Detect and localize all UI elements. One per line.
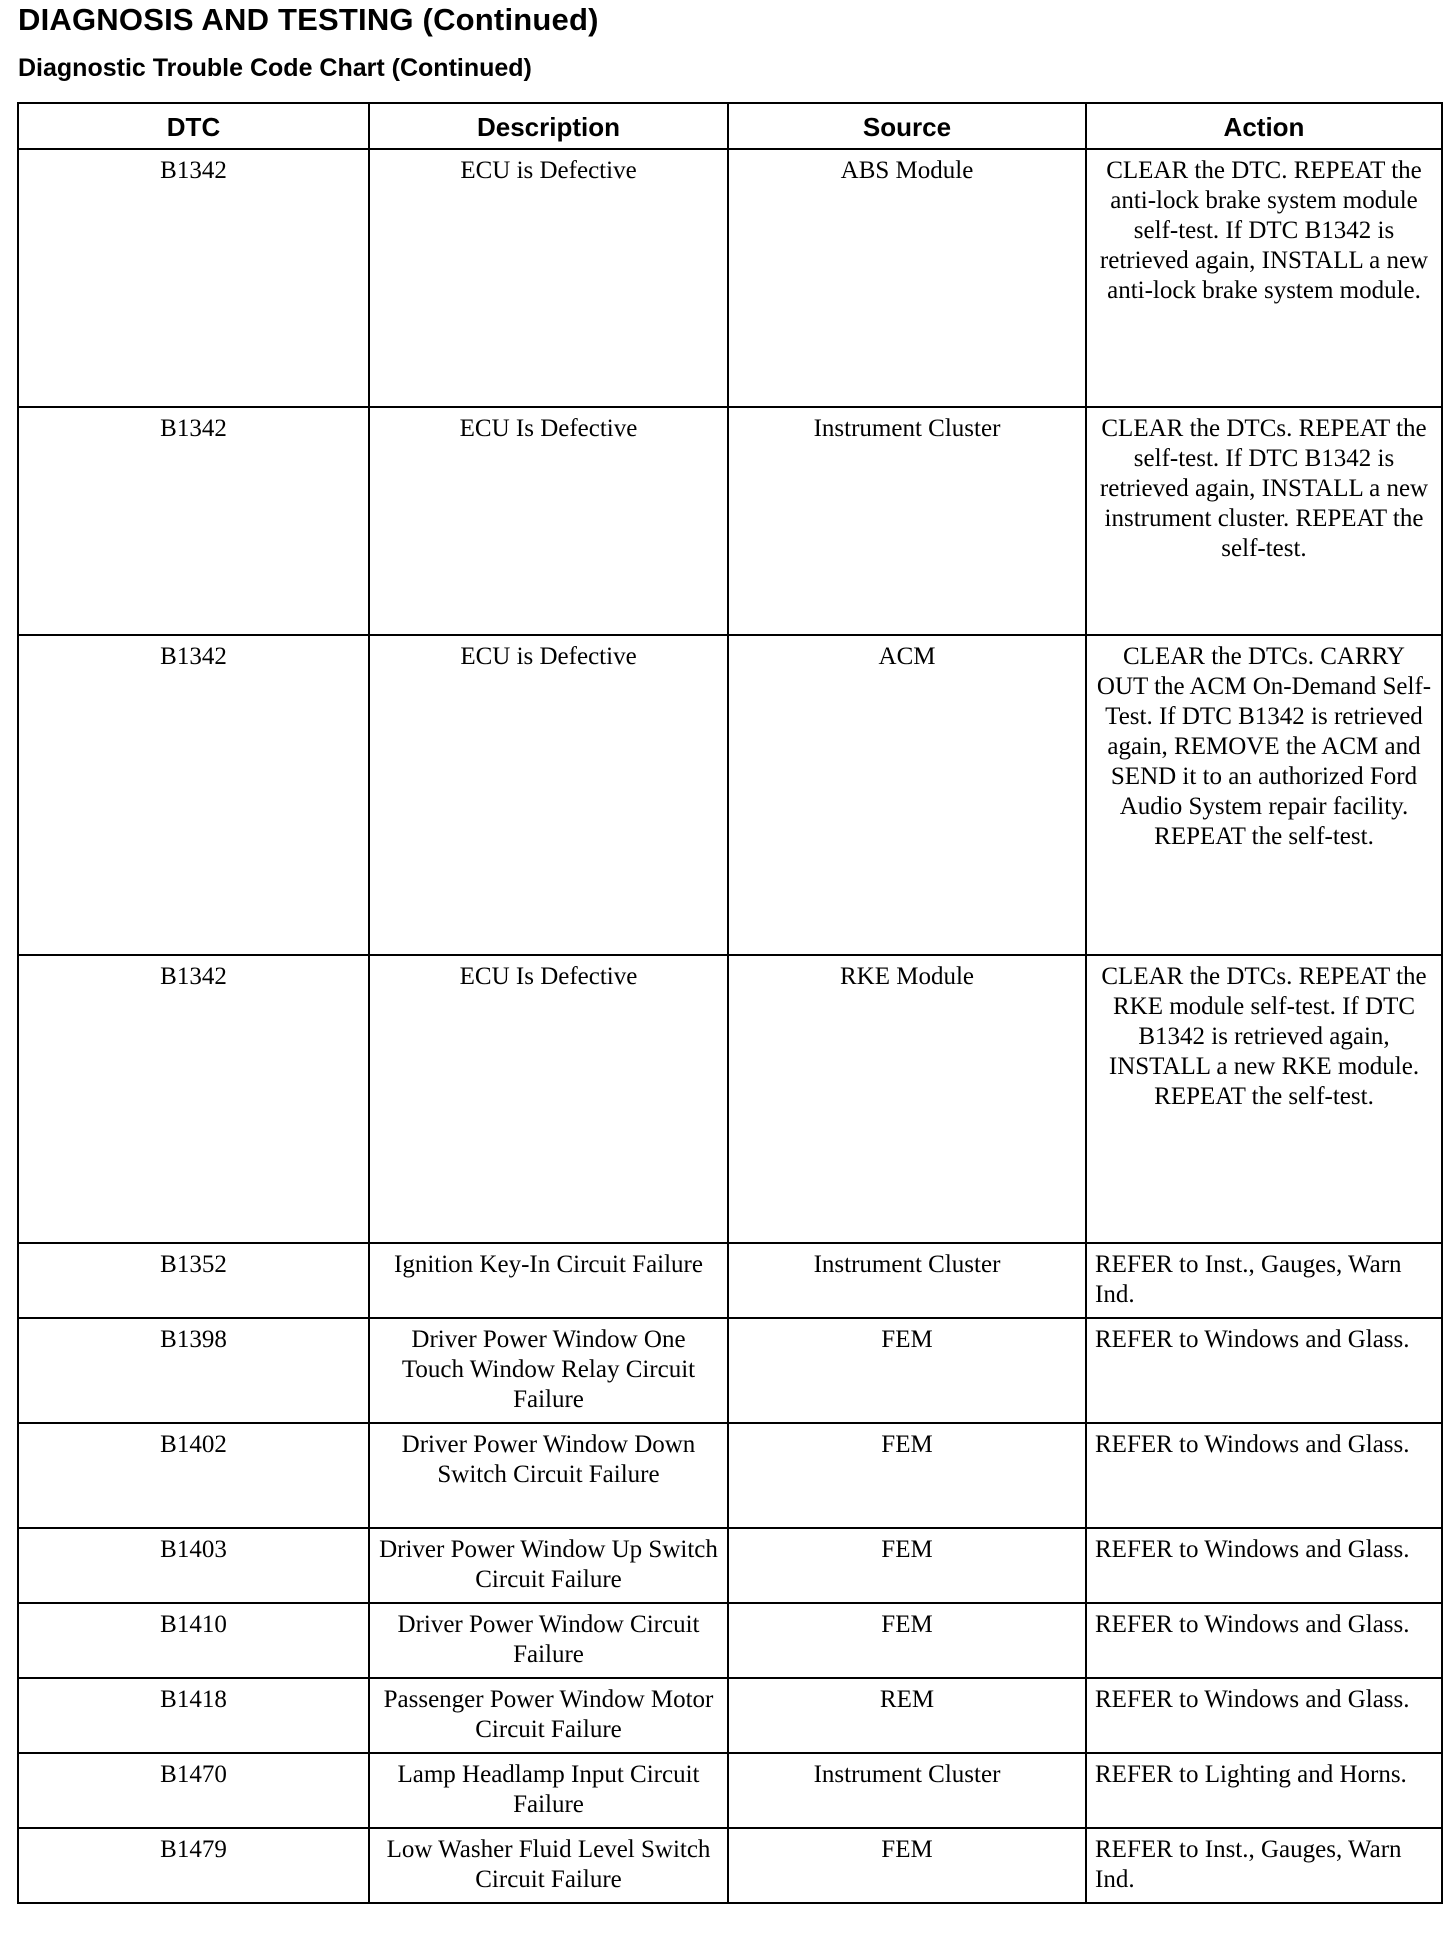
table-row [18,1318,1442,1423]
dtc-source: ACM [728,635,1086,955]
dtc-description: Passenger Power Window Motor Circuit Failure [369,1678,728,1753]
dtc-description: ECU Is Defective [369,407,728,635]
dtc-code: B1410 [18,1603,369,1678]
dtc-action: REFER to Windows and Glass. [1086,1318,1442,1423]
dtc-action: REFER to Windows and Glass. [1086,1678,1442,1753]
column-header-dtc: DTC [18,103,369,149]
dtc-source: RKE Module [728,955,1086,1243]
dtc-description: Driver Power Window Down Switch Circuit Failure [369,1423,728,1528]
dtc-action: CLEAR the DTC. REPEAT the anti-lock brake system module self-test. If DTC B1342 is retrieved again, INSTALL a new anti-lock brake system module. [1086,149,1442,407]
table-row [18,1678,1442,1753]
dtc-source: ABS Module [728,149,1086,407]
dtc-action: REFER to Windows and Glass. [1086,1423,1442,1528]
table-row [18,1243,1442,1318]
dtc-description: Driver Power Window Circuit Failure [369,1603,728,1678]
dtc-code: B1352 [18,1243,369,1318]
dtc-description: Driver Power Window Up Switch Circuit Failure [369,1528,728,1603]
dtc-description: ECU Is Defective [369,955,728,1243]
dtc-code: B1342 [18,407,369,635]
table-row [18,1828,1442,1903]
dtc-description: Low Washer Fluid Level Switch Circuit Failure [369,1828,728,1903]
table-row [18,407,1442,635]
table-header-row [18,103,1442,149]
dtc-code: B1342 [18,149,369,407]
column-header-action: Action [1086,103,1442,149]
dtc-table [17,102,1443,1904]
dtc-action: CLEAR the DTCs. REPEAT the RKE module self-test. If DTC B1342 is retrieved again, INSTALL a new RKE module. REPEAT the self-test. [1086,955,1442,1243]
dtc-action: REFER to Windows and Glass. [1086,1528,1442,1603]
dtc-description: Driver Power Window One Touch Window Relay Circuit Failure [369,1318,728,1423]
table-row [18,149,1442,407]
dtc-action: CLEAR the DTCs. CARRY OUT the ACM On-Demand Self-Test. If DTC B1342 is retrieved again, REMOVE the ACM and SEND it to an authorized Ford Audio System repair facility. REPEAT the self-test. [1086,635,1442,955]
column-header-description: Description [369,103,728,149]
dtc-code: B1342 [18,955,369,1243]
dtc-description: Lamp Headlamp Input Circuit Failure [369,1753,728,1828]
dtc-code: B1403 [18,1528,369,1603]
dtc-source: Instrument Cluster [728,1753,1086,1828]
dtc-source: FEM [728,1528,1086,1603]
dtc-code: B1342 [18,635,369,955]
table-row [18,1423,1442,1528]
page-title: DIAGNOSIS AND TESTING (Continued) [18,2,599,37]
dtc-action: REFER to Windows and Glass. [1086,1603,1442,1678]
table-row [18,1528,1442,1603]
dtc-source: FEM [728,1603,1086,1678]
dtc-code: B1402 [18,1423,369,1528]
column-header-source: Source [728,103,1086,149]
dtc-action: REFER to Lighting and Horns. [1086,1753,1442,1828]
dtc-source: REM [728,1678,1086,1753]
table-row [18,635,1442,955]
dtc-source: FEM [728,1828,1086,1903]
dtc-description: ECU is Defective [369,149,728,407]
dtc-source: FEM [728,1423,1086,1528]
dtc-code: B1479 [18,1828,369,1903]
dtc-action: CLEAR the DTCs. REPEAT the self-test. If DTC B1342 is retrieved again, INSTALL a new instrument cluster. REPEAT the self-test. [1086,407,1442,635]
dtc-code: B1418 [18,1678,369,1753]
dtc-source: Instrument Cluster [728,1243,1086,1318]
dtc-description: Ignition Key-In Circuit Failure [369,1243,728,1318]
dtc-description: ECU is Defective [369,635,728,955]
table-row [18,1753,1442,1828]
table-row [18,1603,1442,1678]
dtc-source: FEM [728,1318,1086,1423]
dtc-action: REFER to Inst., Gauges, Warn Ind. [1086,1243,1442,1318]
dtc-source: Instrument Cluster [728,407,1086,635]
dtc-code: B1470 [18,1753,369,1828]
chart-subtitle: Diagnostic Trouble Code Chart (Continued) [18,54,532,82]
dtc-code: B1398 [18,1318,369,1423]
dtc-action: REFER to Inst., Gauges, Warn Ind. [1086,1828,1442,1903]
table-row [18,955,1442,1243]
